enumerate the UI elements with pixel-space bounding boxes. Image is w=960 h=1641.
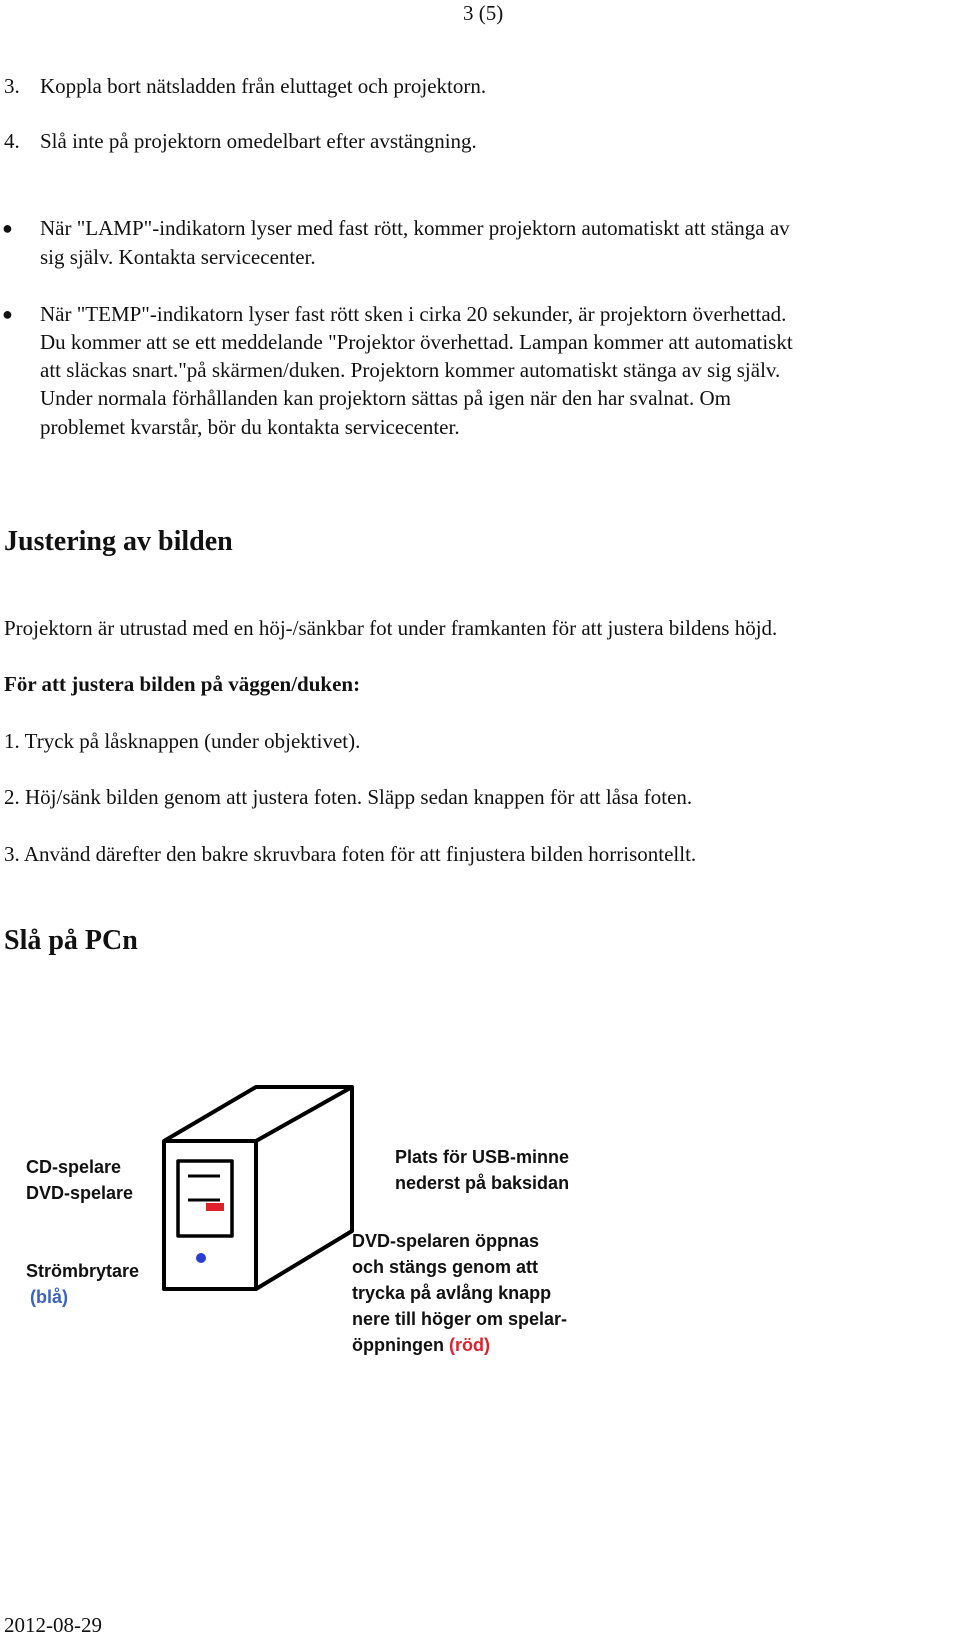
- label-dvd-open-line-5: [352, 1332, 490, 1358]
- bullet-2-line-5: problemet kvarstår, bör du kontakta servicecenter.: [40, 415, 460, 439]
- adjust-step-1: 1. Tryck på låsknappen (under objektivet).: [4, 729, 361, 753]
- bullet-2-line-3: att släckas snart."på skärmen/duken. Projektorn kommer automatiskt stänga av sig själv.: [40, 358, 781, 382]
- label-usb-line-1: Plats för USB-minne: [395, 1147, 570, 1167]
- step-number-4: 4.: [4, 129, 20, 153]
- bullet-dot: ●: [2, 218, 13, 238]
- step-text-4: Slå inte på projektorn omedelbart efter avstängning.: [40, 129, 477, 153]
- dvd-eject-button: [206, 1203, 224, 1211]
- label-dvd-open-line-3: trycka på avlång knapp: [352, 1283, 552, 1303]
- adjust-step-3: 3. Använd därefter den bakre skruvbara foten för att finjustera bilden horrisontellt.: [4, 842, 697, 866]
- label-dvd-open-line-4: nere till höger om spelar-: [352, 1309, 568, 1329]
- label-power-color: (blå): [30, 1287, 68, 1307]
- bullet-2-line-2: Du kommer att se ett meddelande "Projektor överhettad. Lampan kommer att automatiskt: [40, 330, 793, 354]
- power-button: [196, 1253, 206, 1263]
- page-number: 3 (5): [463, 1, 504, 25]
- label-dvd-open-line-2: och stängs genom att: [352, 1257, 539, 1277]
- bullet-2-line-4: Under normala förhållanden kan projektorn sättas på igen när den har svalnat. Om: [40, 386, 732, 410]
- label-power-switch: Strömbrytare: [26, 1261, 140, 1281]
- bullet-1-line-2: sig själv. Kontakta servicecenter.: [40, 245, 316, 269]
- pc-tower-illustration: [160, 1085, 360, 1315]
- label-dvd-open-text: öppningen: [352, 1335, 444, 1355]
- label-dvd-player: DVD-spelare: [26, 1183, 134, 1203]
- label-dvd-open-line-1: DVD-spelaren öppnas: [352, 1231, 540, 1251]
- adjust-step-2: 2. Höj/sänk bilden genom att justera foten. Släpp sedan knappen för att låsa foten.: [4, 785, 693, 809]
- footer-date: 2012-08-29: [4, 1613, 102, 1637]
- adjust-subheading: För att justera bilden på väggen/duken:: [4, 672, 361, 696]
- step-number-3: 3.: [4, 74, 20, 98]
- label-dvd-open-color: (röd): [449, 1335, 490, 1355]
- bullet-dot: ●: [2, 304, 13, 324]
- label-usb-line-2: nederst på baksidan: [395, 1173, 570, 1193]
- step-text-3: Koppla bort nätsladden från eluttaget och projektorn.: [40, 74, 487, 98]
- adjust-intro: Projektorn är utrustad med en höj-/sänkbar fot under framkanten för att justera bildens höjd.: [4, 616, 778, 640]
- section-heading-pc: Slå på PCn: [4, 925, 138, 956]
- bullet-1-line-1: När "LAMP"-indikatorn lyser med fast rött, kommer projektorn automatiskt att stänga av: [40, 216, 790, 240]
- section-heading-adjust: Justering av bilden: [4, 526, 233, 557]
- label-cd-player: CD-spelare: [26, 1157, 122, 1177]
- bullet-2-line-1: När "TEMP"-indikatorn lyser fast rött sken i cirka 20 sekunder, är projektorn överhettad.: [40, 302, 787, 326]
